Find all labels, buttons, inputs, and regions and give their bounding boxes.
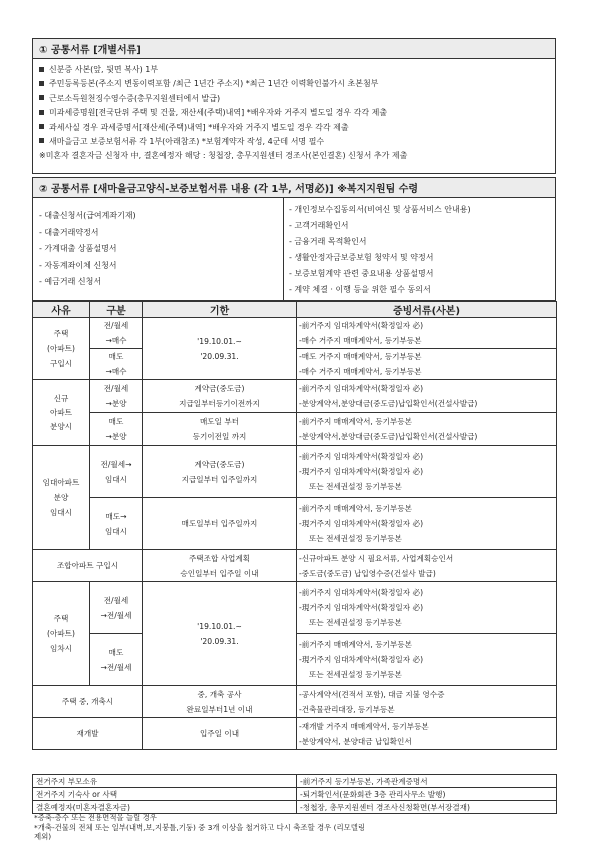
table-row: [33, 788, 557, 801]
reason-cell: 조합아파트 구입시: [33, 550, 143, 582]
square-bullet-icon: [39, 124, 44, 129]
table-row: [33, 582, 557, 634]
reason-cell: 주택 (아파트) 임차시: [33, 582, 90, 686]
division-cell: 매도 →분양: [90, 413, 143, 446]
period-cell: 매도일 부터 등기이전일 까지: [143, 413, 297, 446]
period-cell: 계약금(중도금) 지급일부터 입주일까지: [143, 446, 297, 498]
section1-list: [39, 63, 551, 164]
reason-cell: 주택 중, 개축시: [33, 686, 143, 718]
square-bullet-icon: [39, 81, 44, 86]
list-item: 과세사실 경우 과세증명서[재산세(주택)내역] *배우자와 거주지 별도일 경우 각각 제출: [39, 121, 551, 135]
list-item: 신분증 사본(앞, 뒷면 복사) 1부: [39, 63, 551, 77]
note-line: *개축-건물의 전체 또는 일부(내벽,보,지붕틀,기둥) 중 3개 이상을 철거하고 다시 축조할 경우 (리모델링: [34, 822, 366, 832]
table-row: [33, 801, 557, 814]
division-cell: 전/월세→ 임대시: [90, 446, 143, 498]
docs-cell: -前거주지 임대차계약서(확정일자 必) -現거주지 임대차계약서(확정일자 必) 또는 전세권설정 등기부등본: [297, 446, 557, 498]
docs-cell: -前거주지 임대차계약서(확정일자 必) -분양계약서,분양대금(중도금)납입확인서(건설사발급): [297, 380, 557, 413]
reason-cell: 임대아파트 분양 임대시: [33, 446, 90, 550]
notes: [34, 813, 556, 842]
header-division: 구분: [90, 302, 143, 318]
table-row: [33, 686, 557, 718]
period-cell: '19.10.01.~ '20.09.31.: [143, 582, 297, 686]
extra-doc: -前거주지 등기부등본, 가족관계증명서: [297, 775, 557, 788]
section2-right-list: [289, 202, 553, 298]
extra-label: 결혼예정자(미혼자결혼자금): [33, 801, 297, 814]
division-cell: 매도 →매수: [90, 349, 143, 380]
square-bullet-icon: [39, 67, 44, 72]
table-row: [33, 413, 557, 446]
extra-doc: -청첩장, 총무지원센터 경조사신청확면(부서장결재): [297, 801, 557, 814]
section2-divider: [283, 198, 284, 300]
docs-cell: -前거주지 임대차계약서(확정일자 必) -現거주지 임대차계약서(확정일자 必) 또는 전세권설정 등기부등본: [297, 582, 557, 634]
docs-cell: -前거주지 매매계약서, 등기부등본 -現거주지 임대차계약서(확정일자 必) 또는 전세권설정 등기부등본: [297, 498, 557, 550]
reason-cell: 재개발: [33, 718, 143, 750]
square-bullet-icon: [39, 95, 44, 100]
section1-footnote: ※미혼자 결혼자금 신청자 中, 결혼예정자 해당 : 청첩장, 총무지원센터 경조사(본인결혼) 신청서 추가 제출: [39, 151, 408, 161]
period-cell: 매도일부터 입주일까지: [143, 498, 297, 550]
period-cell: 입주일 이내: [143, 718, 297, 750]
extra-doc: -퇴거확인서(문화회관 3층 관리사무소 발행): [297, 788, 557, 801]
period-cell: 계약금(중도금) 지급일부터등기이전까지: [143, 380, 297, 413]
note-line: 제외): [34, 832, 52, 841]
division-cell: 전/월세 →분양: [90, 380, 143, 413]
docs-cell: -前거주지 매매계약서, 등기부등본 -現거주지 임대차계약서(확정일자 必) 또는 전세권설정 등기부등본: [297, 634, 557, 686]
division-cell: 전/월세 →전/월세: [90, 582, 143, 634]
header-documents: 증빙서류(사본): [297, 302, 557, 318]
period-cell: 주택조합 사업계획 승인일부터 입주일 이내: [143, 550, 297, 582]
list-item: - 가계대출 상품설명서: [39, 244, 117, 253]
table-header-row: [33, 302, 557, 318]
table-row: [33, 718, 557, 750]
division-cell: 매도 →전/월세: [90, 634, 143, 686]
section2-title: ② 공통서류 [새마을금고양식-보증보험서류 내용 (각 1부, 서명必)] ※복지지원팀 수령: [33, 178, 555, 198]
list-item: - 대출신청서(급여계좌기재): [39, 211, 136, 220]
list-item: 미과세증명원[전국단위 주택 및 건물, 재산세(주택)내역] *배우자와 거주지 별도일 경우 각각 제출: [39, 106, 551, 120]
list-item: - 예금거래 신청서: [39, 277, 102, 286]
list-item: 근로소득원천징수영수증(총무지원센터에서 발급): [39, 92, 551, 106]
section1-title: ① 공통서류 [개별서류]: [33, 39, 555, 59]
square-bullet-icon: [39, 110, 44, 115]
section2-left-list: [39, 208, 279, 291]
square-bullet-icon: [39, 138, 44, 143]
list-item: - 계약 체결 · 이행 등을 위한 필수 동의서: [289, 285, 431, 294]
docs-cell: -매도 거주지 매매계약서, 등기부등본 -매수 거주지 매매계약서, 등기부등본: [297, 349, 557, 380]
section2-box: [32, 177, 556, 301]
documents-table: [32, 301, 557, 750]
table-row: [33, 775, 557, 788]
division-cell: 매도→ 임대시: [90, 498, 143, 550]
reason-cell: 주택 (아파트) 구입시: [33, 318, 90, 380]
list-item: 새마을금고 보증보험서류 각 1부(아래참조) *보험계약자 작성, 4군데 서명 필수: [39, 135, 551, 149]
list-item: - 대출거래약정서: [39, 227, 99, 237]
list-item: - 보증보험계약 관련 중요내용 상품설명서: [289, 269, 434, 278]
header-reason: 사유: [33, 302, 90, 318]
table-row: [33, 498, 557, 550]
header-period: 기한: [143, 302, 297, 318]
note-line: *증축-층수 또는 전용면적을 늘릴 경우: [34, 813, 157, 822]
extra-label: 전거주지 부모소유: [33, 775, 297, 788]
list-item: - 개인정보수집동의서(비여신 및 상품서비스 안내용): [289, 205, 471, 214]
docs-cell: -前거주지 매매계약서, 등기부등본 -분양계약서,분양대금(중도금)납입확인서(건설사발급): [297, 413, 557, 446]
division-cell: 전/월세 →매수: [90, 318, 143, 349]
docs-cell: -공사계약서(견적서 포함), 대금 지불 영수증 -건축물관리대장, 등기부등본: [297, 686, 557, 718]
list-item: - 고객거래확인서: [289, 221, 349, 230]
reason-cell: 신규 아파트 분양시: [33, 380, 90, 446]
docs-cell: -신규아파트 분양 시 필요서류, 사업계획승인서 -중도금(중도금) 납입영수증(건설사 발급): [297, 550, 557, 582]
section1-box: [32, 38, 556, 174]
list-item: - 금융거래 목적확인서: [289, 237, 367, 246]
docs-cell: -前거주지 임대차계약서(확정일자 必) -매수 거주지 매매계약서, 등기부등본: [297, 318, 557, 349]
list-item: - 생활안정자금보증보험 청약서 및 약정서: [289, 253, 434, 262]
docs-cell: -재개발 거주지 매매계약서, 등기부등본 -분양계약서, 분양대금 납입확인서: [297, 718, 557, 750]
table-row: [33, 380, 557, 413]
extra-label: 전거주지 기숙사 or 사택: [33, 788, 297, 801]
table-row: [33, 446, 557, 498]
period-cell: 중, 개축 공사 완료일부터1년 이내: [143, 686, 297, 718]
list-item: 주민등록등본(주소지 변동이력포함 /최근 1년간 주소지) *최근 1년간 이력확인불가시 초본첨부: [39, 77, 551, 91]
period-cell: '19.10.01.~ '20.09.31.: [143, 318, 297, 380]
table-row: [33, 318, 557, 349]
extra-documents-table: [32, 774, 557, 814]
list-item: - 자동계좌이체 신청서: [39, 260, 117, 270]
table-row: [33, 550, 557, 582]
